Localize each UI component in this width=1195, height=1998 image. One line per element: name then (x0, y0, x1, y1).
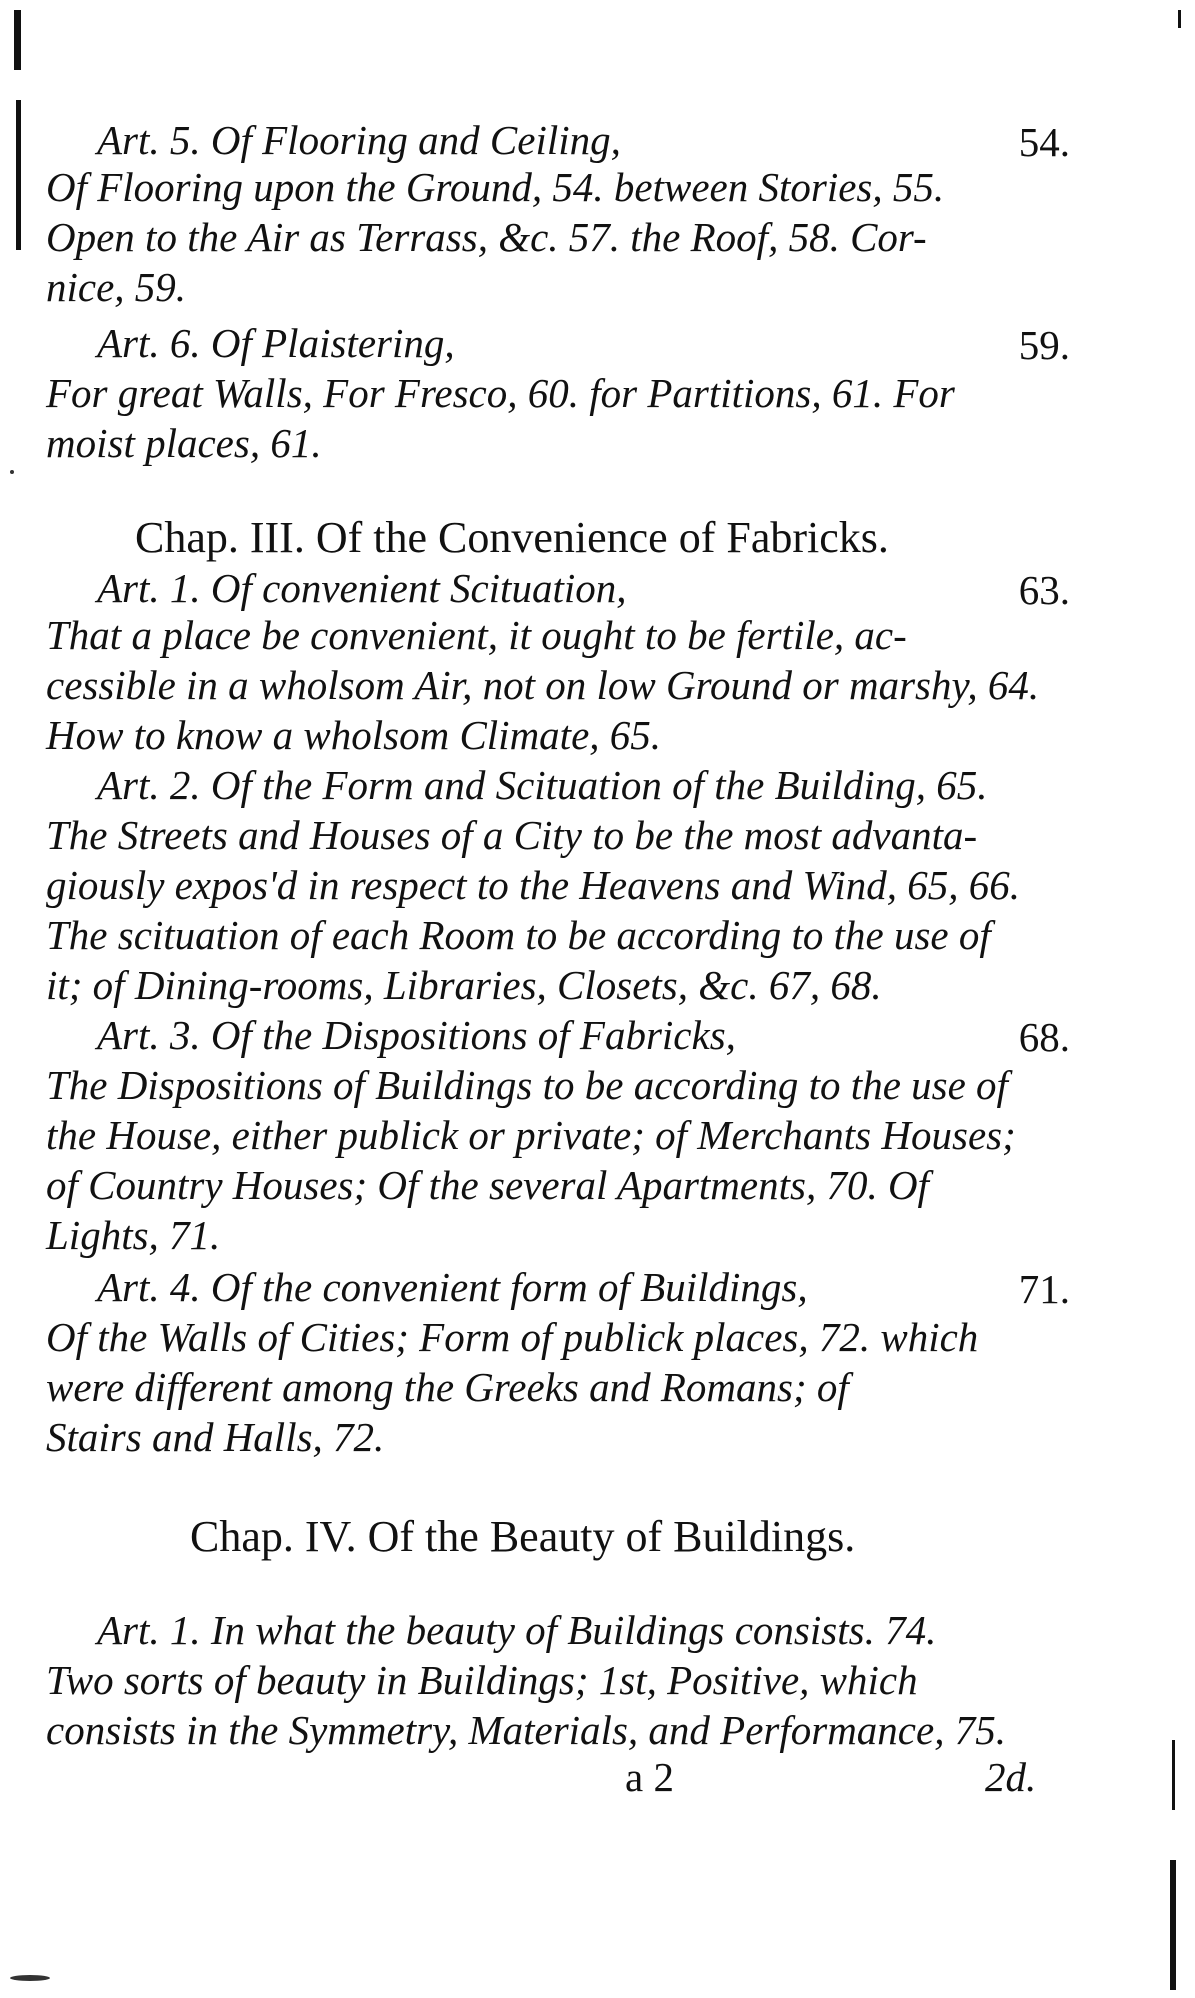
toc-line: the House, either publick or private; of Merchants Houses; (46, 1112, 1016, 1158)
toc-line: 63. (1018, 567, 1070, 613)
toc-line: cessible in a wholsom Air, not on low Ground or marshy, 64. (46, 662, 1040, 708)
catchword: 2d. (985, 1754, 1037, 1800)
toc-line: Art. 3. Of the Dispositions of Fabricks, (97, 1012, 736, 1058)
toc-line: 68. (1018, 1014, 1070, 1060)
toc-line: giously expos'd in respect to the Heavens and Wind, 65, 66. (46, 862, 1020, 908)
toc-line: Art. 4. Of the convenient form of Buildings, (97, 1264, 808, 1310)
toc-line: The Dispositions of Buildings to be according to the use of (46, 1062, 1008, 1108)
toc-line: Two sorts of beauty in Buildings; 1st, Positive, which (46, 1657, 918, 1703)
toc-line: The Streets and Houses of a City to be the most advanta- (46, 812, 978, 858)
chapter-heading: Chap. IV. Of the Beauty of Buildings. (190, 1512, 856, 1561)
toc-line: it; of Dining-rooms, Libraries, Closets, &c. 67, 68. (46, 962, 882, 1008)
edge-mark (1172, 1740, 1175, 1810)
speck (10, 1975, 50, 1981)
toc-line: Art. 1. In what the beauty of Buildings consists. 74. (97, 1607, 937, 1653)
toc-line: Open to the Air as Terrass, &c. 57. the Roof, 58. Cor- (46, 214, 927, 260)
toc-line: 54. (1018, 119, 1070, 165)
edge-mark (1170, 1860, 1176, 1990)
toc-line: moist places, 61. (46, 420, 322, 466)
toc-line: That a place be convenient, it ought to be fertile, ac- (46, 612, 907, 658)
toc-line: How to know a wholsom Climate, 65. (46, 712, 662, 758)
toc-line: consists in the Symmetry, Materials, and Performance, 75. (46, 1707, 1006, 1753)
toc-line: Art. 5. Of Flooring and Ceiling, (97, 117, 621, 163)
toc-line: Art. 1. Of convenient Scituation, (97, 565, 627, 611)
toc-line: Of the Walls of Cities; Form of publick places, 72. which (46, 1314, 979, 1360)
edge-mark (1178, 10, 1181, 28)
toc-line: were different among the Greeks and Romans; of (46, 1364, 849, 1410)
toc-line: For great Walls, For Fresco, 60. for Partitions, 61. For (46, 370, 955, 416)
chapter-heading: Chap. III. Of the Convenience of Fabricks. (135, 513, 889, 562)
gutter-mark (14, 10, 21, 70)
toc-line: Art. 6. Of Plaistering, (97, 320, 455, 366)
toc-line: Stairs and Halls, 72. (46, 1414, 385, 1460)
toc-line: The scituation of each Room to be according to the use of (46, 912, 991, 958)
toc-line: 71. (1018, 1266, 1070, 1312)
signature-mark: a 2 (625, 1754, 674, 1800)
toc-line: Of Flooring upon the Ground, 54. between Stories, 55. (46, 164, 945, 210)
speck (10, 470, 14, 474)
toc-line: 59. (1018, 322, 1070, 368)
toc-line: Art. 2. Of the Form and Scituation of the Building, 65. (97, 762, 988, 808)
toc-line: Lights, 71. (46, 1212, 221, 1258)
toc-line: nice, 59. (46, 264, 187, 310)
gutter-mark (16, 100, 21, 250)
toc-line: of Country Houses; Of the several Apartments, 70. Of (46, 1162, 929, 1208)
